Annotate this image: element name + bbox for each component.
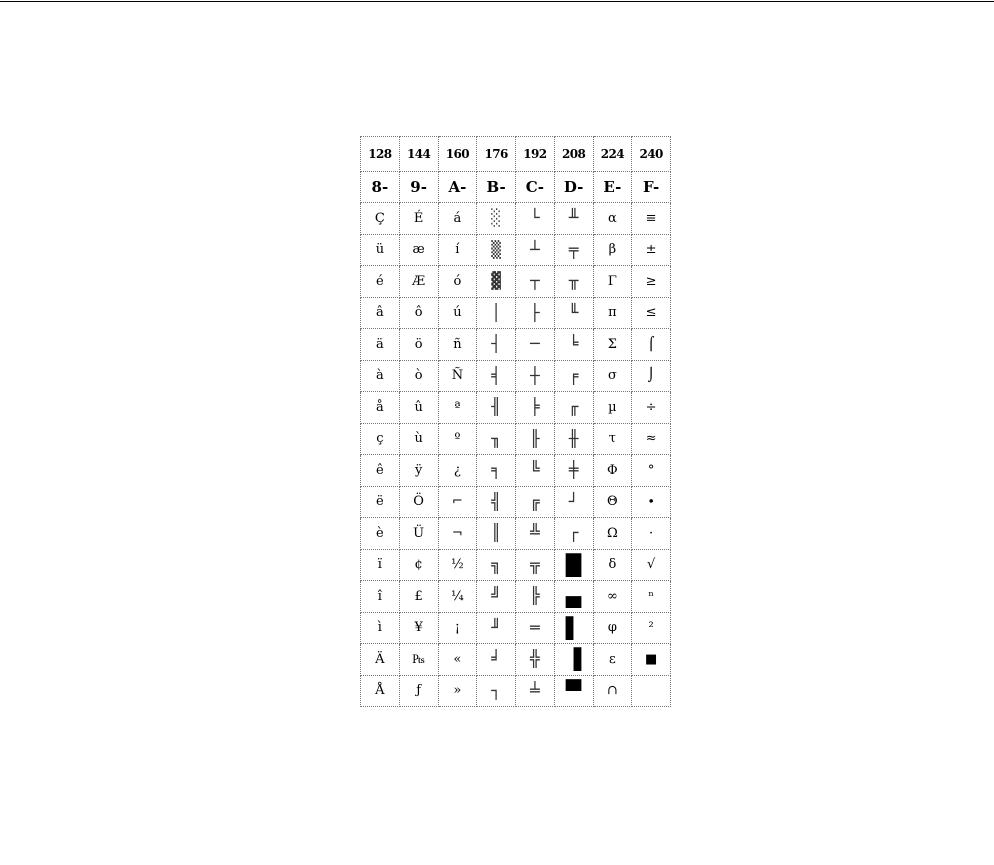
glyph-cell: σ: [593, 360, 632, 392]
glyph-cell: µ: [593, 392, 632, 424]
glyph-cell: ╠: [516, 581, 555, 613]
top-rule: [0, 1, 994, 2]
glyph-cell: └: [516, 203, 555, 235]
codepage-437-table-container: [360, 136, 671, 707]
glyph-cell: β: [593, 234, 632, 266]
glyph-row: [361, 549, 671, 581]
glyph-cell: Γ: [593, 266, 632, 298]
glyph-cell: τ: [593, 423, 632, 455]
glyph-cell: ≥: [632, 266, 671, 298]
glyph-row: [361, 234, 671, 266]
glyph-cell: ┌: [554, 518, 593, 550]
header-row-decimal: [361, 137, 671, 172]
glyph-cell: è: [361, 518, 400, 550]
glyph-cell: Ä: [361, 644, 400, 676]
glyph-cell: Ω: [593, 518, 632, 550]
glyph-cell: ╗: [477, 549, 516, 581]
glyph-cell: à: [361, 360, 400, 392]
glyph-cell: ┘: [554, 486, 593, 518]
glyph-cell: ■: [632, 644, 671, 676]
glyph-cell: ┼: [516, 360, 555, 392]
header-cell-decimal: 192: [516, 137, 555, 172]
header-cell-hex: 8-: [361, 172, 400, 203]
glyph-cell: ─: [516, 329, 555, 361]
glyph-cell: ²: [632, 612, 671, 644]
glyph-row: [361, 266, 671, 298]
glyph-cell: ▓: [477, 266, 516, 298]
glyph-cell: Æ: [399, 266, 438, 298]
glyph-row: [361, 518, 671, 550]
glyph-cell: ë: [361, 486, 400, 518]
glyph-row: [361, 297, 671, 329]
glyph-cell: ê: [361, 455, 400, 487]
glyph-cell: [632, 675, 671, 707]
glyph-cell: ╡: [477, 360, 516, 392]
glyph-cell: ö: [399, 329, 438, 361]
glyph-row: [361, 203, 671, 235]
header-cell-decimal: 160: [438, 137, 477, 172]
glyph-cell: ╦: [516, 549, 555, 581]
glyph-row: [361, 675, 671, 707]
glyph-cell: ╓: [554, 392, 593, 424]
glyph-cell: «: [438, 644, 477, 676]
glyph-cell: ╒: [554, 360, 593, 392]
glyph-cell: ╩: [516, 518, 555, 550]
glyph-cell: Θ: [593, 486, 632, 518]
glyph-cell: Ö: [399, 486, 438, 518]
glyph-cell: ì: [361, 612, 400, 644]
glyph-cell: æ: [399, 234, 438, 266]
glyph-cell: ½: [438, 549, 477, 581]
header-cell-decimal: 208: [554, 137, 593, 172]
glyph-cell: â: [361, 297, 400, 329]
glyph-cell: ∙: [632, 486, 671, 518]
header-cell-hex: 9-: [399, 172, 438, 203]
glyph-cell: π: [593, 297, 632, 329]
glyph-cell: ¥: [399, 612, 438, 644]
glyph-cell: Φ: [593, 455, 632, 487]
glyph-cell: ╘: [554, 329, 593, 361]
glyph-cell: ▀: [554, 675, 593, 707]
glyph-cell: ₧: [399, 644, 438, 676]
glyph-cell: ▄: [554, 581, 593, 613]
glyph-cell: │: [477, 297, 516, 329]
glyph-cell: ⌡: [632, 360, 671, 392]
glyph-cell: ç: [361, 423, 400, 455]
glyph-cell: ô: [399, 297, 438, 329]
glyph-cell: ═: [516, 612, 555, 644]
header-cell-hex: A-: [438, 172, 477, 203]
glyph-cell: ¡: [438, 612, 477, 644]
glyph-cell: ╤: [554, 234, 593, 266]
glyph-row: [361, 423, 671, 455]
glyph-cell: ┴: [516, 234, 555, 266]
glyph-row: [361, 581, 671, 613]
glyph-cell: ░: [477, 203, 516, 235]
glyph-cell: ±: [632, 234, 671, 266]
glyph-cell: ≡: [632, 203, 671, 235]
glyph-cell: ¢: [399, 549, 438, 581]
glyph-cell: ╥: [554, 266, 593, 298]
glyph-cell: ╫: [554, 423, 593, 455]
glyph-cell: ¼: [438, 581, 477, 613]
glyph-cell: ╨: [554, 203, 593, 235]
glyph-cell: û: [399, 392, 438, 424]
glyph-cell: °: [632, 455, 671, 487]
glyph-cell: ╝: [477, 581, 516, 613]
glyph-row: [361, 360, 671, 392]
header-cell-decimal: 240: [632, 137, 671, 172]
glyph-cell: ╬: [516, 644, 555, 676]
glyph-cell: ╚: [516, 455, 555, 487]
glyph-cell: ·: [632, 518, 671, 550]
glyph-cell: Ñ: [438, 360, 477, 392]
glyph-cell: ╔: [516, 486, 555, 518]
header-cell-hex: D-: [554, 172, 593, 203]
glyph-cell: ╪: [554, 455, 593, 487]
glyph-cell: ╣: [477, 486, 516, 518]
glyph-cell: î: [361, 581, 400, 613]
header-cell-decimal: 144: [399, 137, 438, 172]
glyph-cell: Å: [361, 675, 400, 707]
glyph-cell: ⌐: [438, 486, 477, 518]
glyph-cell: ù: [399, 423, 438, 455]
glyph-cell: ⌠: [632, 329, 671, 361]
glyph-cell: ¬: [438, 518, 477, 550]
glyph-cell: ╙: [554, 297, 593, 329]
glyph-cell: º: [438, 423, 477, 455]
glyph-cell: ⁿ: [632, 581, 671, 613]
glyph-cell: ò: [399, 360, 438, 392]
glyph-cell: ≤: [632, 297, 671, 329]
glyph-cell: Ü: [399, 518, 438, 550]
glyph-cell: ╟: [516, 423, 555, 455]
glyph-cell: ¿: [438, 455, 477, 487]
glyph-cell: ï: [361, 549, 400, 581]
glyph-cell: ∩: [593, 675, 632, 707]
glyph-cell: ó: [438, 266, 477, 298]
glyph-cell: ╞: [516, 392, 555, 424]
glyph-cell: ▒: [477, 234, 516, 266]
glyph-cell: ä: [361, 329, 400, 361]
glyph-cell: ├: [516, 297, 555, 329]
glyph-cell: ƒ: [399, 675, 438, 707]
glyph-cell: █: [554, 549, 593, 581]
glyph-cell: ÿ: [399, 455, 438, 487]
glyph-cell: ╛: [477, 644, 516, 676]
glyph-cell: Σ: [593, 329, 632, 361]
glyph-cell: á: [438, 203, 477, 235]
glyph-cell: ╖: [477, 423, 516, 455]
glyph-cell: Ç: [361, 203, 400, 235]
glyph-cell: ú: [438, 297, 477, 329]
header-cell-decimal: 176: [477, 137, 516, 172]
glyph-cell: ║: [477, 518, 516, 550]
glyph-cell: ┐: [477, 675, 516, 707]
glyph-row: [361, 612, 671, 644]
glyph-cell: ÷: [632, 392, 671, 424]
header-cell-decimal: 224: [593, 137, 632, 172]
glyph-cell: ª: [438, 392, 477, 424]
glyph-row: [361, 486, 671, 518]
header-cell-hex: B-: [477, 172, 516, 203]
glyph-cell: ┤: [477, 329, 516, 361]
glyph-cell: ╕: [477, 455, 516, 487]
codepage-437-table: [360, 136, 671, 707]
header-cell-hex: F-: [632, 172, 671, 203]
header-cell-hex: E-: [593, 172, 632, 203]
glyph-cell: δ: [593, 549, 632, 581]
glyph-row: [361, 644, 671, 676]
glyph-cell: »: [438, 675, 477, 707]
glyph-cell: ╜: [477, 612, 516, 644]
glyph-row: [361, 329, 671, 361]
glyph-cell: å: [361, 392, 400, 424]
glyph-cell: É: [399, 203, 438, 235]
glyph-cell: √: [632, 549, 671, 581]
header-cell-hex: C-: [516, 172, 555, 203]
glyph-cell: ε: [593, 644, 632, 676]
glyph-cell: ▌: [554, 612, 593, 644]
glyph-cell: ┬: [516, 266, 555, 298]
glyph-cell: φ: [593, 612, 632, 644]
glyph-cell: ╢: [477, 392, 516, 424]
header-cell-decimal: 128: [361, 137, 400, 172]
glyph-cell: ñ: [438, 329, 477, 361]
glyph-cell: í: [438, 234, 477, 266]
glyph-cell: é: [361, 266, 400, 298]
glyph-row: [361, 392, 671, 424]
glyph-cell: ≈: [632, 423, 671, 455]
glyph-cell: α: [593, 203, 632, 235]
glyph-cell: ╧: [516, 675, 555, 707]
glyph-cell: ▐: [554, 644, 593, 676]
glyph-cell: £: [399, 581, 438, 613]
header-row-hex: [361, 172, 671, 203]
glyph-row: [361, 455, 671, 487]
glyph-cell: ü: [361, 234, 400, 266]
glyph-cell: ∞: [593, 581, 632, 613]
